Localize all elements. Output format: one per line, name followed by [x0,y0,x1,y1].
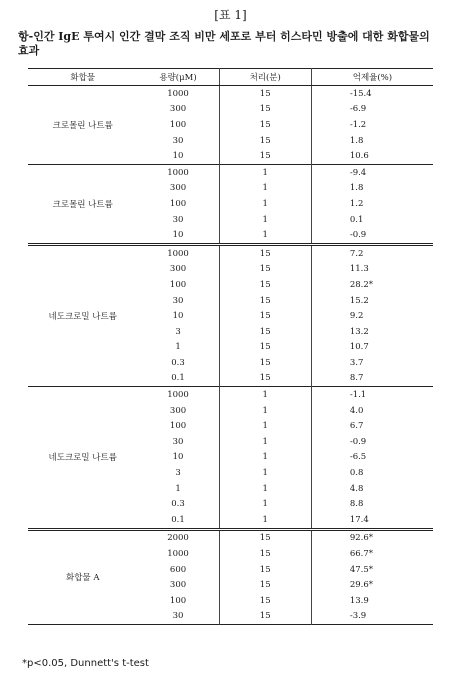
dose-cell: 0.1 [171,514,185,525]
dose-cell: 2000 [137,529,219,546]
time-cell: 15 [219,117,311,133]
time-cell: 15 [219,277,311,293]
inhibition-cell: 6.7 [311,418,433,434]
dose-cell: 0.3 [171,499,185,510]
time-cell: 15 [219,86,311,102]
compound-name-cell: 화합물 A [28,529,137,625]
inhibition-cell: 66.7* [311,546,433,562]
compound-name-cell: 네도크로밀 나트륨 [28,387,137,529]
dose-cell: 10 [172,452,184,463]
inhibition-cell: -0.9 [311,227,433,244]
dose-cell: 30 [172,436,184,447]
dose-cell: 1 [175,483,181,494]
time-cell: 1 [219,403,311,419]
inhibition-cell: -6.9 [311,102,433,118]
inhibition-cell: 17.4 [311,512,433,529]
dose-cell: 300 [169,104,187,115]
inhibition-cell: 28.2* [311,277,433,293]
dose-cell: 3 [175,326,181,337]
table-header [28,69,433,86]
time-cell: 1 [219,196,311,212]
inhibition-cell: -3.9 [311,609,433,625]
dose-cell: 600 [169,564,187,575]
inhibition-cell: 8.7 [311,371,433,387]
time-cell: 15 [219,133,311,149]
dose-cell: 30 [172,611,184,622]
table-row [28,529,433,546]
dose-cell: 300 [169,183,187,194]
time-cell: 15 [219,324,311,340]
time-cell: 1 [219,450,311,466]
time-cell: 15 [219,529,311,546]
table-body [28,86,433,625]
time-cell: 15 [219,562,311,578]
inhibition-cell: 10.6 [311,148,433,164]
time-cell: 15 [219,593,311,609]
col-header-dose: 용량(μM) [137,69,219,86]
dose-cell: 1000 [137,244,219,261]
dose-cell: 10 [172,230,184,241]
inhibition-cell: 1.2 [311,196,433,212]
dose-cell: 1000 [137,164,219,180]
time-cell: 15 [219,262,311,278]
dose-cell: 3 [175,468,181,479]
time-cell: 15 [219,546,311,562]
inhibition-cell: 13.2 [311,324,433,340]
time-cell: 1 [219,481,311,497]
dose-cell: 1000 [137,387,219,403]
inhibition-cell: 1.8 [311,181,433,197]
time-cell: 1 [219,181,311,197]
compound-name-cell: 크로몰린 나트륨 [28,164,137,244]
table-caption: 항-인간 IgE 투여시 인간 결막 조직 비만 세포로 부터 히스타민 방출에 대한 화합물의 효과 [18,30,430,57]
inhibition-cell: 4.8 [311,481,433,497]
time-cell: 1 [219,418,311,434]
dose-cell: 300 [169,405,187,416]
inhibition-cell: 29.6* [311,577,433,593]
inhibition-cell: -6.5 [311,450,433,466]
inhibition-cell: -1.1 [311,387,433,403]
time-cell: 1 [219,387,311,403]
table-label: [표 1] [214,8,247,22]
inhibition-cell: -0.9 [311,434,433,450]
time-cell: 15 [219,293,311,309]
table-row [28,86,433,102]
dose-cell: 100 [169,119,187,130]
dose-cell: 300 [169,580,187,591]
table-row [28,164,433,180]
time-cell: 15 [219,244,311,261]
inhibition-cell: 9.2 [311,308,433,324]
inhibition-cell: 15.2 [311,293,433,309]
inhibition-cell: 0.1 [311,212,433,228]
dose-cell: 30 [172,135,184,146]
inhibition-cell: 3.7 [311,355,433,371]
inhibition-cell: 4.0 [311,403,433,419]
time-cell: 15 [219,577,311,593]
dose-cell: 0.1 [171,373,185,384]
footnote: *p<0.05, Dunnett's t-test [22,658,149,669]
time-cell: 15 [219,371,311,387]
dose-cell: 1 [175,342,181,353]
dose-cell: 1000 [167,549,189,560]
time-cell: 15 [219,102,311,118]
inhibition-cell: -9.4 [311,164,433,180]
table-row [28,387,433,403]
dose-cell: 0.3 [171,357,185,368]
inhibition-cell: 1.8 [311,133,433,149]
time-cell: 1 [219,212,311,228]
inhibition-cell: 8.8 [311,496,433,512]
inhibition-cell: 13.9 [311,593,433,609]
col-header-compound: 화합물 [28,69,137,86]
dose-cell: 100 [169,421,187,432]
time-cell: 1 [219,434,311,450]
dose-cell: 100 [169,279,187,290]
dose-cell: 10 [172,151,184,162]
dose-cell: 1000 [167,88,189,99]
time-cell: 15 [219,148,311,164]
inhibition-cell: 7.2 [311,244,433,261]
time-cell: 15 [219,355,311,371]
col-header-inhibition: 억제율(%) [311,69,433,86]
inhibition-cell: -15.4 [311,86,433,102]
time-cell: 1 [219,465,311,481]
compound-name-cell: 네도크로밀 나트륨 [28,244,137,386]
dose-cell: 100 [169,198,187,209]
time-cell: 15 [219,609,311,625]
time-cell: 15 [219,308,311,324]
compound-name-cell: 크로몰린 나트륨 [52,120,113,131]
inhibition-cell: 47.5* [311,562,433,578]
dose-cell: 30 [172,295,184,306]
time-cell: 15 [219,340,311,356]
col-header-time: 처리(분) [219,69,311,86]
inhibition-cell: 11.3 [311,262,433,278]
dose-cell: 300 [169,264,187,275]
inhibition-cell: -1.2 [311,117,433,133]
time-cell: 1 [219,512,311,529]
time-cell: 1 [219,227,311,244]
table-row [28,244,433,261]
inhibition-cell: 0.8 [311,465,433,481]
time-cell: 1 [219,496,311,512]
dose-cell: 10 [172,311,184,322]
inhibition-cell: 92.6* [311,529,433,546]
results-table [28,68,433,625]
dose-cell: 100 [169,595,187,606]
time-cell: 1 [219,164,311,180]
dose-cell: 30 [172,214,184,225]
inhibition-cell: 10.7 [311,340,433,356]
